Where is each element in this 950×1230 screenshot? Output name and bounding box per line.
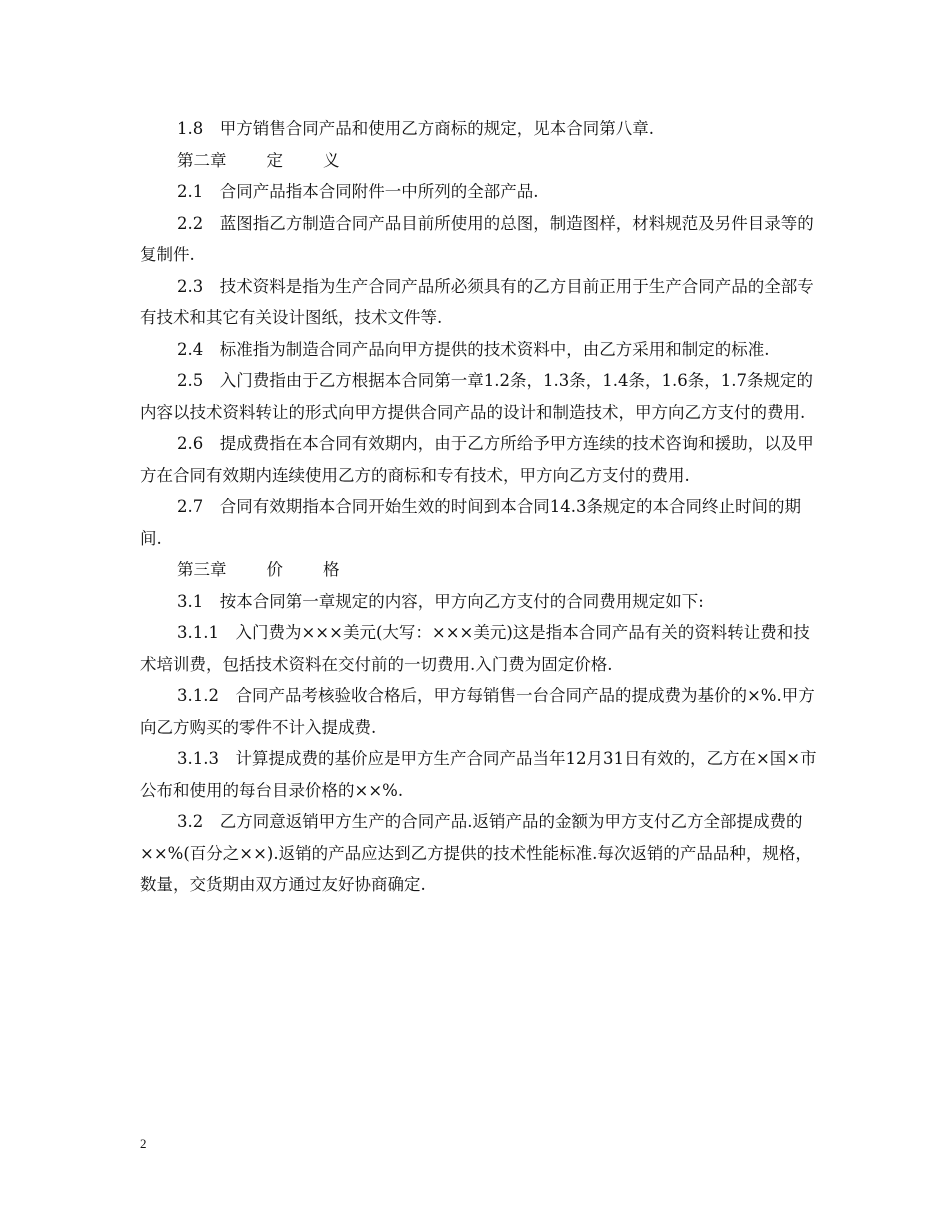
clause-1-8: 1.8 甲方销售合同产品和使用乙方商标的规定，见本合同第八章. xyxy=(177,119,654,138)
clause-2-5: 2.5 入门费指由于乙方根据本合同第一章1.2条，1.3条，1.4条，1.6条，1.7条规定的内容以技术资料转让的形式向甲方提供合同产品的设计和制造技术，甲方向乙方支付的费用. xyxy=(140,371,813,422)
chapter-2-heading xyxy=(140,145,820,177)
clause-3-2: 3.2 乙方同意返销甲方生产的合同产品.返销产品的金额为甲方支付乙方全部提成费的××%(百分之××).返销的产品应达到乙方提供的技术性能标准.每次返销的产品品种，规格，数量，交货期由双方通过友好协商确定. xyxy=(140,812,812,894)
clause-3-1: 3.1 按本合同第一章规定的内容，甲方向乙方支付的合同费用规定如下: xyxy=(177,591,704,611)
document-body xyxy=(140,113,820,901)
chapter-3-heading xyxy=(140,554,820,586)
clause-3-1-3: 3.1.3 计算提成费的基价应是甲方生产合同产品当年12月31日有效的，乙方在×国×市公布和使用的每台目录价格的××%. xyxy=(140,749,817,800)
clause-2-1: 2.1 合同产品指本合同附件一中所列的全部产品. xyxy=(177,182,539,201)
clause-2-4: 2.4 标准指为制造合同产品向甲方提供的技术资料中，由乙方采用和制定的标准. xyxy=(177,339,770,359)
chapter-2-number: 第二章 xyxy=(177,150,227,170)
chapter-3-title-char-1: 价 xyxy=(266,560,283,579)
clause-3-1-1: 3.1.1 入门费为×××美元(大写：×××美元)这是指本合同产品有关的资料转让费和技术培训费，包括技术资料在交付前的一切费用.入门费为固定价格. xyxy=(140,623,810,674)
chapter-3-number: 第三章 xyxy=(177,560,227,579)
chapter-3-title-char-2: 格 xyxy=(323,560,340,579)
clause-2-2: 2.2 蓝图指乙方制造合同产品目前所使用的总图，制造图样，材料规范及另件目录等的复制件. xyxy=(140,213,814,264)
chapter-2-title-char-2: 义 xyxy=(323,150,340,170)
clause-2-6: 2.6 提成费指在本合同有效期内，由于乙方所给予甲方连续的技术咨询和援助，以及甲方在合同有效期内连续使用乙方的商标和专有技术，甲方向乙方支付的费用. xyxy=(140,434,814,485)
chapter-2-title-char-1: 定 xyxy=(266,150,283,170)
clause-3-1-2: 3.1.2 合同产品考核验收合格后，甲方每销售一台合同产品的提成费为基价的×%.甲方向乙方购买的零件不计入提成费. xyxy=(140,686,815,737)
page-number: 2 xyxy=(140,1136,147,1151)
clause-2-7: 2.7 合同有效期指本合同开始生效的时间到本合同14.3条规定的本合同终止时间的期间. xyxy=(140,497,801,548)
clause-2-3: 2.3 技术资料是指为生产合同产品所必须具有的乙方目前正用于生产合同产品的全部专有技术和其它有关设计图纸，技术文件等. xyxy=(140,276,814,327)
